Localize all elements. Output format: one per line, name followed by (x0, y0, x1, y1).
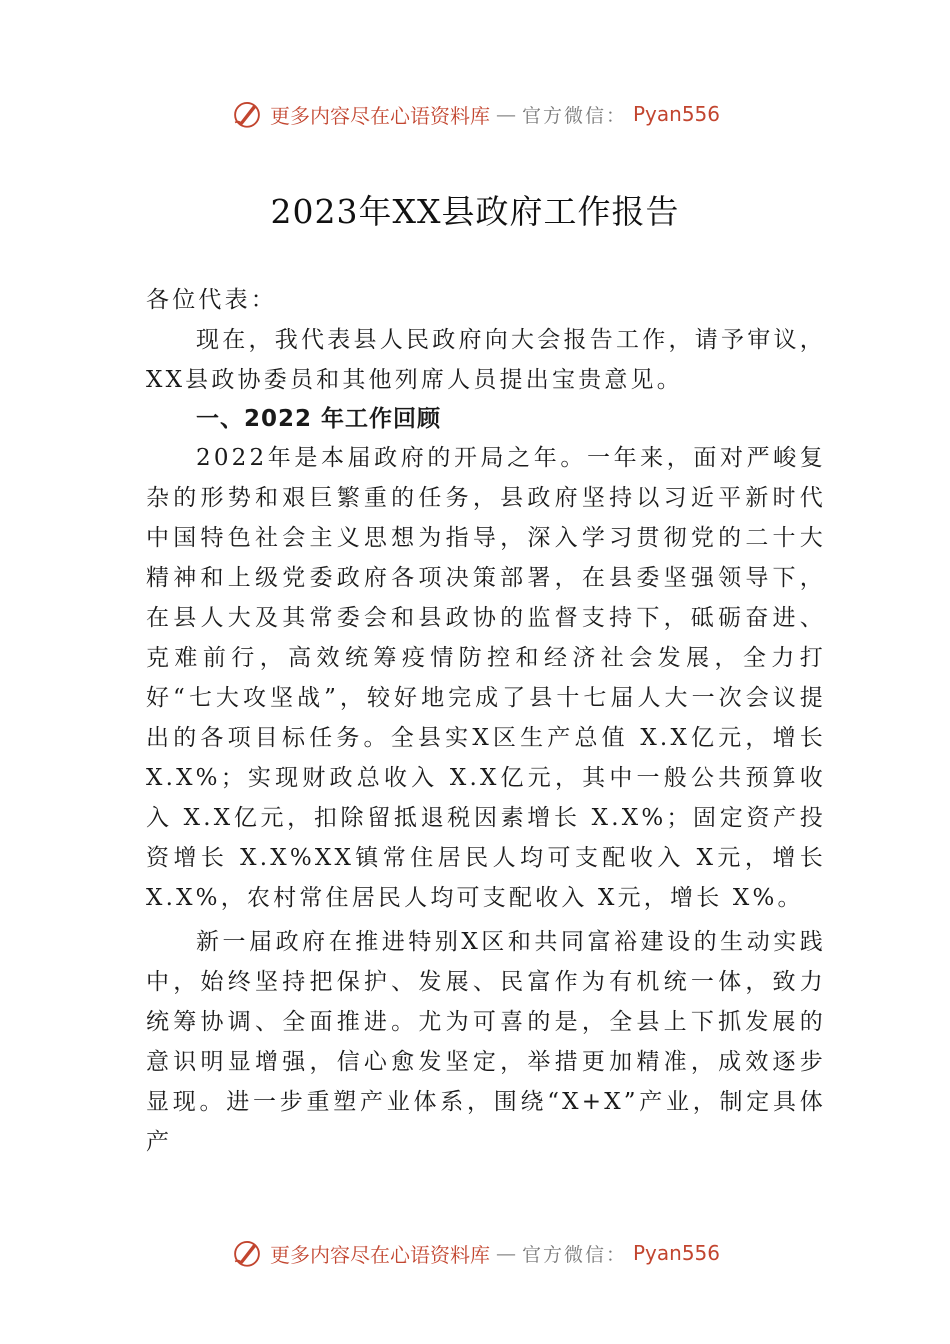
watermark-header (0, 94, 950, 134)
watermark-separator: — (495, 1241, 516, 1265)
watermark-label: 官方微信： (521, 104, 627, 127)
document-body (146, 280, 826, 1162)
watermark-separator: — (495, 102, 516, 126)
watermark-label: 官方微信： (521, 1243, 627, 1266)
section-heading: 一、2022 年工作回顾 (196, 406, 442, 432)
quill-pen-circle-icon (230, 97, 264, 131)
document-title: 2023年XX县政府工作报告 (270, 192, 680, 231)
watermark-wechat-id: Pyan556 (633, 1241, 721, 1265)
paragraph-review: 2022年是本届政府的开局之年。一年来，面对严峻复杂的形势和艰巨繁重的任务，县政府坚持以习近平新时代中国特色社会主义思想为指导，深入学习贯彻党的二十大精神和上级党委政府各项决策部署，在县委坚强领导下，在县人大及其常委会和县政协的监督支持下，砥砺奋进、克难前行，高效统筹疫情防控和经济社会发展，全力打好“七大攻坚战”，较好地完成了县十七届人大一次会议提出的各项目标任务。全县实X区生产总值 X.X亿元，增长 X.X%；实现财政总收入 X.X亿元，其中一般公共预算收入 X.X亿元，扣除留抵退税因素增长 X.X%；固定资产投资增长 X.X%XX镇常住居民人均可支配收入 X元，增长 X.X%，农村常住居民人均可支配收入 X元，增长 X%。 (146, 445, 826, 911)
watermark-brand: 更多内容尽在心语资料库 (269, 103, 490, 128)
quill-pen-circle-icon (230, 1236, 264, 1270)
watermark-footer (0, 1233, 950, 1273)
intro-paragraph: 现在，我代表县人民政府向大会报告工作，请予审议，XX县政协委员和其他列席人员提出宝贵意见。 (146, 327, 826, 393)
watermark-brand: 更多内容尽在心语资料库 (269, 1242, 490, 1267)
watermark-wechat-id: Pyan556 (633, 102, 721, 126)
paragraph-new-government: 新一届政府在推进特别X区和共同富裕建设的生动实践中，始终坚持把保护、发展、民富作为有机统一体，致力统筹协调、全面推进。尤为可喜的是，全县上下抓发展的意识明显增强，信心愈发坚定，举措更加精准，成效逐步显现。进一步重塑产业体系，围绕“X+X”产业，制定具体产 (146, 929, 826, 1155)
salutation: 各位代表： (146, 287, 277, 313)
